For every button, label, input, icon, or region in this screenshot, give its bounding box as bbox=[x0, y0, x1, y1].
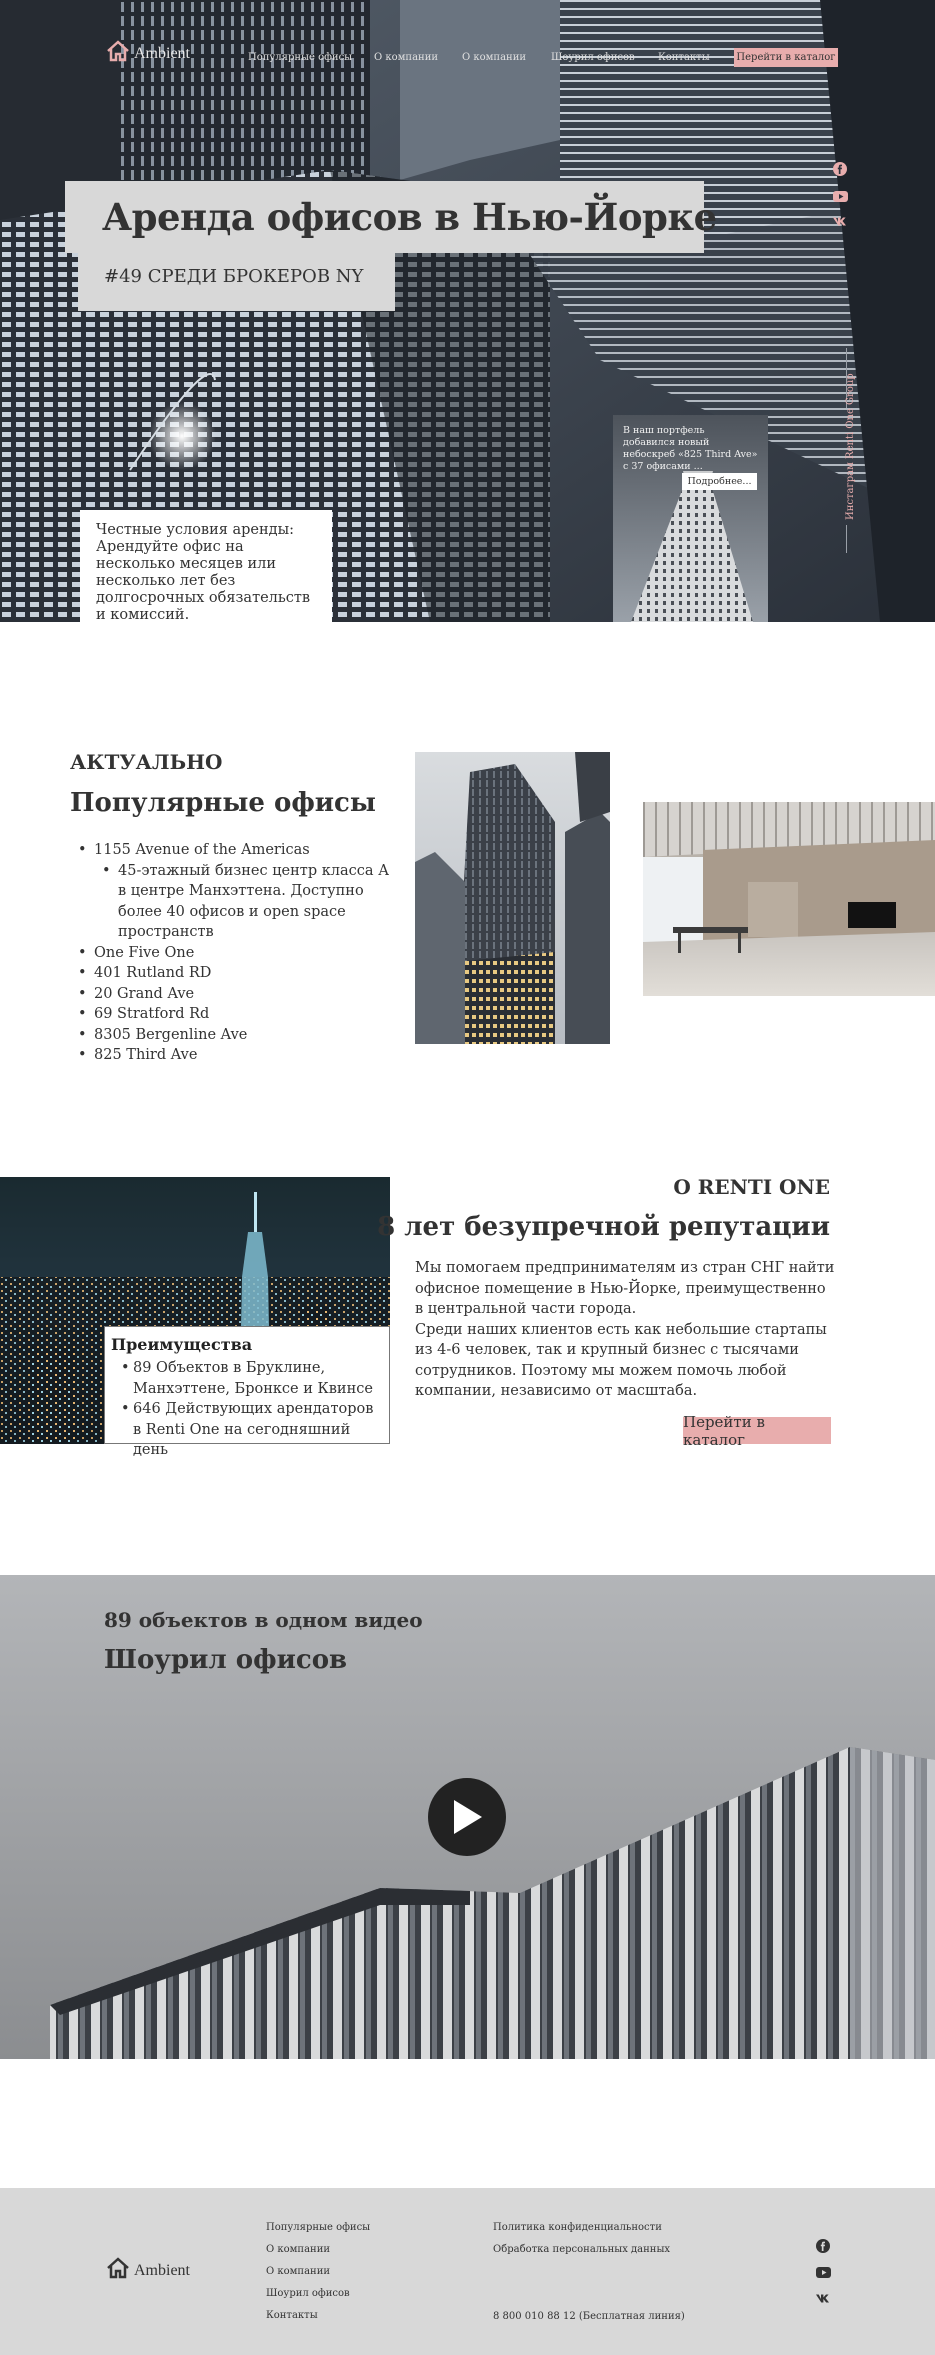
vk-icon[interactable] bbox=[832, 213, 848, 229]
about-paragraph: Мы помогаем предпринимателям из стран СНГ найти офисное помещение в Нью-Йорке, преимущественно в центральной части города. bbox=[415, 1260, 835, 1317]
office-item[interactable]: • 20 Grand Ave bbox=[70, 984, 400, 1005]
footer-link-personal-data[interactable]: Обработка персональных данных bbox=[493, 2244, 671, 2255]
about-text bbox=[415, 1258, 835, 1402]
advantage-item: • 89 Объектов в Бруклине, Манхэттене, Бронксе и Квинсе bbox=[111, 1358, 381, 1399]
youtube-icon[interactable] bbox=[832, 188, 848, 204]
advantages-box bbox=[104, 1326, 390, 1458]
popular-title: Популярные офисы bbox=[70, 788, 376, 818]
footer-link-privacy[interactable]: Политика конфиденциальности bbox=[493, 2222, 662, 2233]
nav-link-showreel[interactable]: Шоурил офисов bbox=[551, 52, 635, 63]
instagram-link[interactable]: Инстаграм Renti One Group bbox=[845, 373, 856, 520]
office-item[interactable]: • 825 Third Ave bbox=[70, 1045, 400, 1066]
promo-card bbox=[613, 415, 768, 622]
hero-card-text: Честные условия аренды: Арендуйте офис на несколько месяцев или несколько лет без долгосрочных обязательств и комиссий. bbox=[96, 522, 311, 622]
about-kicker: О RENTI ONE bbox=[673, 1175, 830, 1199]
nav-link-contacts[interactable]: Контакты bbox=[658, 52, 710, 63]
play-icon bbox=[450, 1798, 484, 1836]
hero-section bbox=[0, 0, 935, 622]
house-icon bbox=[106, 2257, 130, 2279]
footer-phone: 8 800 010 88 12 (Бесплатная линия) bbox=[493, 2311, 685, 2322]
promo-text: В наш портфель добавился новый небоскреб «825 Third Ave» с 37 офисами ... bbox=[623, 425, 758, 472]
office-item[interactable]: • 401 Rutland RD bbox=[70, 963, 400, 984]
facebook-icon[interactable] bbox=[832, 161, 848, 177]
office-item[interactable]: • 1155 Avenue of the Americas bbox=[70, 840, 400, 861]
showreel-title: Шоурил офисов bbox=[104, 1645, 348, 1675]
vertical-divider-bottom bbox=[846, 525, 847, 553]
nav-link-about-2[interactable]: О компании bbox=[462, 52, 527, 63]
about-title: 8 лет безупречной репутации bbox=[377, 1212, 830, 1242]
skyscraper-photo bbox=[415, 752, 610, 1044]
office-item[interactable]: • 8305 Bergenline Ave bbox=[70, 1025, 400, 1046]
about-paragraph: Среди наших клиентов есть как небольшие стартапы из 4-6 человек, так и крупный бизнес с тысячами сотрудников. Поэтому мы можем помочь любой компании, независимо от масштаба. bbox=[415, 1321, 827, 1399]
footer-link-about-2[interactable]: О компании bbox=[266, 2266, 331, 2277]
hero-subtitle: #49 СРЕДИ БРОКЕРОВ NY bbox=[104, 266, 364, 287]
office-item-description: • 45-этажный бизнес центр класса А в центре Манхэттена. Доступно более 40 офисов и open space пространств bbox=[70, 861, 400, 943]
promo-more-button[interactable]: Подробнее... bbox=[682, 473, 757, 490]
facebook-icon[interactable] bbox=[815, 2238, 831, 2254]
showreel-kicker: 89 объектов в одном видео bbox=[104, 1608, 423, 1632]
top-nav bbox=[0, 0, 935, 110]
office-item[interactable]: • One Five One bbox=[70, 943, 400, 964]
footer-link-about[interactable]: О компании bbox=[266, 2244, 331, 2255]
footer-logo-text: Ambient bbox=[134, 2262, 190, 2279]
nav-link-about[interactable]: О компании bbox=[374, 52, 439, 63]
nav-link-popular[interactable]: Популярные офисы bbox=[248, 52, 353, 63]
office-list bbox=[70, 840, 400, 1066]
advantages-title: Преимущества bbox=[111, 1335, 253, 1354]
office-interior-photo bbox=[643, 802, 935, 996]
play-button[interactable] bbox=[428, 1778, 506, 1856]
footer-logo[interactable] bbox=[106, 2257, 190, 2279]
footer-link-showreel[interactable]: Шоурил офисов bbox=[266, 2288, 350, 2299]
footer-link-contacts[interactable]: Контакты bbox=[266, 2310, 318, 2321]
footer-link-popular[interactable]: Популярные офисы bbox=[266, 2222, 371, 2233]
advantage-item: • 646 Действующих арендаторов в Renti One на сегодняшний день bbox=[111, 1399, 381, 1461]
logo[interactable] bbox=[106, 40, 190, 62]
vk-icon[interactable] bbox=[815, 2290, 831, 2306]
logo-text: Ambient bbox=[134, 45, 190, 62]
catalog-button-about[interactable]: Перейти в каталог bbox=[683, 1417, 831, 1444]
hero-info-card bbox=[80, 510, 332, 622]
popular-kicker: АКТУАЛЬНО bbox=[70, 750, 223, 774]
office-item[interactable]: • 69 Stratford Rd bbox=[70, 1004, 400, 1025]
catalog-button[interactable]: Перейти в каталог bbox=[734, 48, 838, 67]
youtube-icon[interactable] bbox=[815, 2264, 831, 2280]
house-icon bbox=[106, 40, 130, 62]
hero-title: Аренда офисов в Нью-Йорке bbox=[102, 195, 717, 239]
